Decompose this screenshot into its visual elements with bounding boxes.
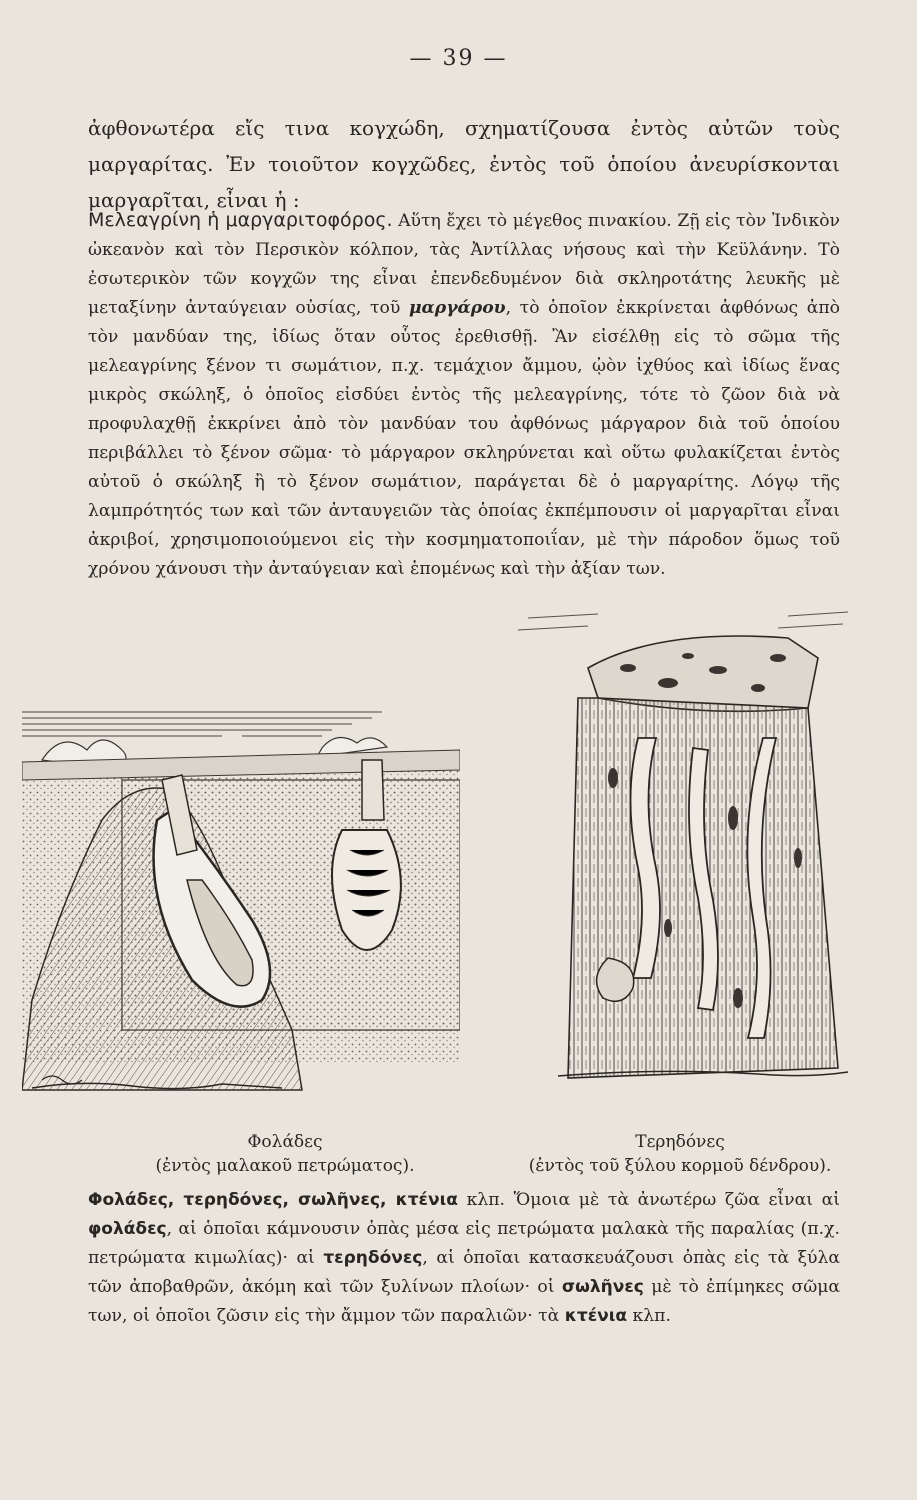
teredos-illustration bbox=[508, 598, 858, 1108]
figure-pholades bbox=[22, 700, 460, 1100]
pholades-heading: Φολάδες, τερηδόνες, σωλῆνες, κτένια bbox=[88, 1190, 458, 1210]
pholades-text-3: , αἱ ὁποῖαι κατασκευάζουσι ὀπὰς εἰς τὰ ξύλα τῶν ἀποβαθρῶν, ἀκόμη καὶ τῶν ξυλίνων πλοίων· οἱ bbox=[88, 1248, 840, 1297]
meleagrine-text-2: , τὸ ὁποῖον ἐκκρίνεται ἀφθόνως ἀπὸ τὸν μανδύαν της, ἰδίως ὅταν οὗτος ἐρεθισθῇ. Ἂν εἰσέλθῃ εἰς τὸ σῶμα τῆς μελεαγρίνης ξένον τι σωμάτιον, π.χ. τεμάχιον ἄμμου, ᾠὸν ἰχθύος καὶ ἰδίως ἕνας μικρὸς σκώληξ, ὁ ὁποῖος εἰσδύει ἐντὸς τῆς μελεαγρίνης, τότε τὸ ζῶον διὰ νὰ προφυλαχθῇ ἐκκρίνει ἀπὸ τὸν μανδύαν του ἀφθόνως μάργαρον διὰ τοῦ ὁποίου περιβάλλει τὸ ξένον σῶμα· τὸ μάργαρον σκληρύνεται καὶ οὕτω φυλακίζεται ἐντὸς αὐτοῦ ὁ σκώληξ ἢ τὸ ξένον σωμάτιον, παράγεται δὲ ὁ μαργαρίτης. Λόγῳ τῆς λαμπρότητός των καὶ τῶν ἀνταυγειῶν τὰς ὁποίας ἐκπέμπουσιν οἱ μαργαρῖται εἶναι ἀκριβοί, χρησιμοποιούμενοι εἰς τὴν κοσμηματοποιΐαν, μὲ τὴν πάροδον ὅμως τοῦ χρόνου χάνουσι τὴν ἀνταύγειαν καὶ ἑπομένως καὶ τὴν ἀξίαν των. bbox=[88, 298, 840, 579]
pholades-illustration bbox=[22, 700, 460, 1100]
caption-teredos bbox=[470, 1130, 890, 1178]
pholades-text-1: κλπ. Ὅμοια μὲ τὰ ἀνωτέρω ζῶα εἶναι αἱ bbox=[457, 1190, 840, 1210]
pholades-text-2: , αἱ ὁποῖαι κάμνουσιν ὀπὰς μέσα εἰς πετρώματα μαλακὰ τῆς παραλίας (π.χ. πετρώματα κιμωλίας)· αἱ bbox=[88, 1219, 840, 1268]
caption-pholades bbox=[100, 1130, 470, 1178]
caption-teredos-sub: (ἐντὸς τοῦ ξύλου κορμοῦ δένδρου). bbox=[528, 1156, 832, 1176]
paragraph-pholades bbox=[88, 1186, 840, 1331]
caption-pholades-sub: (ἐντὸς μαλακοῦ πετρώματος). bbox=[155, 1156, 415, 1176]
pholades-text-5: κλπ. bbox=[627, 1306, 671, 1326]
meleagrine-text-1: Αὕτη ἔχει τὸ μέγεθος πινακίου. Ζῇ εἰς τὸν Ἰνδικὸν ὠκεανὸν καὶ τὸν Περσικὸν κόλπον, τὰς Ἀντίλλας νήσους καὶ τὴν Κεϋλάνην. Τὸ ἐσωτερικὸν τῶν κογχῶν της εἶναι ἐπενδεδυμένον διὰ σκληροτάτης λευκῆς μὲ μεταξίνην ἀνταύγειαν οὐσίας, τοῦ bbox=[88, 211, 840, 318]
page-number: — 39 — bbox=[409, 46, 508, 71]
caption-teredos-title: Τερηδόνες bbox=[635, 1132, 725, 1152]
margaron-term: μαργάρου bbox=[408, 298, 506, 318]
meleagrine-heading: Μελεαγρίνη ἡ μαργαριτοφόρος. bbox=[88, 209, 393, 231]
term-solenes: σωλῆνες bbox=[561, 1277, 644, 1297]
paragraph-intro: ἀφθονωτέρα εἴς τινα κογχώδη, σχηματίζουσα ἐντὸς αὐτῶν τοὺς μαργαρίτας. Ἐν τοιοῦτον κογχῶδες, ἐντὸς τοῦ ὁποίου ἀνευρίσκονται μαργαρῖται, εἶναι ἡ : bbox=[88, 116, 840, 212]
term-ktenia: κτένια bbox=[564, 1306, 628, 1326]
caption-pholades-title: Φολάδες bbox=[247, 1132, 323, 1152]
paragraph-meleagrine bbox=[88, 206, 840, 584]
pholades-text-4: μὲ τὸ ἐπίμηκες σῶμα των, οἱ ὁποῖοι ζῶσιν εἰς τὴν ἄμμον τῶν παραλιῶν· τὰ bbox=[88, 1277, 840, 1326]
term-pholades: φολάδες bbox=[88, 1219, 167, 1239]
term-teredones: τερηδόνες bbox=[323, 1248, 423, 1268]
figure-teredos bbox=[508, 598, 858, 1108]
